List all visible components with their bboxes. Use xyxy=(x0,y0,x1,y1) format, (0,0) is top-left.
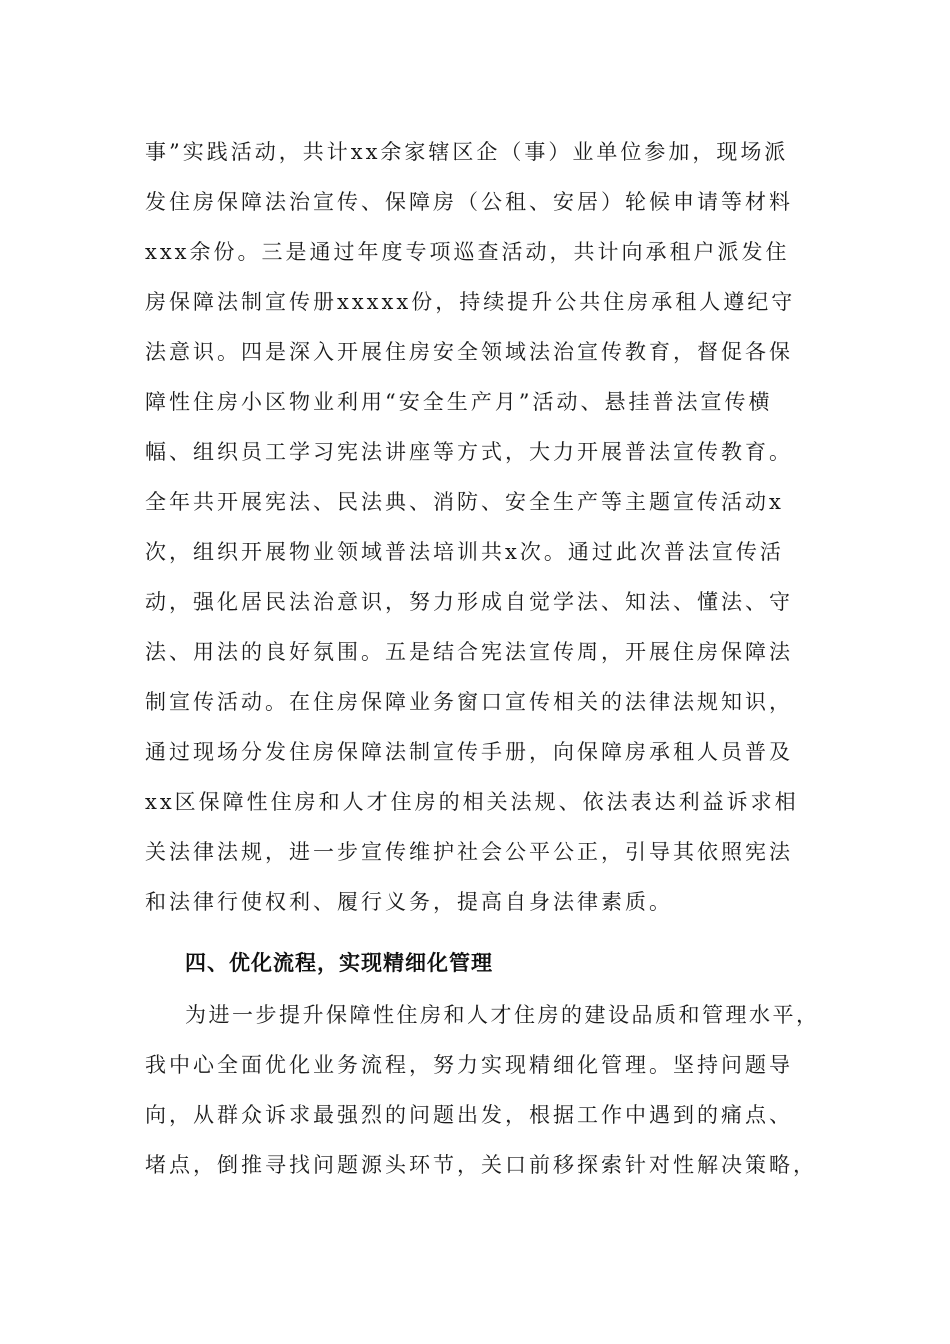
paragraph-line: 制宣传活动。在住房保障业务窗口宣传相关的法律法规知识， xyxy=(145,690,793,714)
paragraph-line: 发住房保障法治宣传、保障房（公租、安居）轮候申请等材料 xyxy=(145,190,793,214)
paragraph-line: xx区保障性住房和人才住房的相关法规、依法表达利益诉求相 xyxy=(145,790,799,814)
paragraph-line: 障性住房小区物业利用“安全生产月”活动、悬挂普法宣传横 xyxy=(145,390,773,414)
paragraph-line: 为进一步提升保障性住房和人才住房的建设品质和管理水平， xyxy=(185,1003,820,1027)
paragraph-line: 房保障法制宣传册xxxxx份，持续提升公共住房承租人遵纪守 xyxy=(145,290,796,314)
paragraph-line: 堵点，倒推寻找问题源头环节，关口前移探索针对性解决策略， xyxy=(145,1153,817,1177)
paragraph-line: 法、用法的良好氛围。五是结合宪法宣传周，开展住房保障法 xyxy=(145,640,793,664)
paragraph-line: 通过现场分发住房保障法制宣传手册，向保障房承租人员普及 xyxy=(145,740,793,764)
paragraph-line: 全年共开展宪法、民法典、消防、安全生产等主题宣传活动x xyxy=(145,490,784,514)
paragraph-line: 动，强化居民法治意识，努力形成自觉学法、知法、懂法、守 xyxy=(145,590,793,614)
paragraph-line: xxx余份。三是通过年度专项巡查活动，共计向承租户派发住 xyxy=(145,240,790,264)
paragraph-line: 幅、组织员工学习宪法讲座等方式，大力开展普法宣传教育。 xyxy=(145,440,793,464)
paragraph-line: 向，从群众诉求最强烈的问题出发，根据工作中遇到的痛点、 xyxy=(145,1103,793,1127)
paragraph-line: 次，组织开展物业领域普法培训共x次。通过此次普法宣传活 xyxy=(145,540,784,564)
paragraph-line: 和法律行使权利、履行义务，提高自身法律素质。 xyxy=(145,890,673,914)
paragraph-line: 我中心全面优化业务流程，努力实现精细化管理。坚持问题导 xyxy=(145,1053,793,1077)
paragraph-line: 关法律法规，进一步宣传维护社会公平公正，引导其依照宪法 xyxy=(145,840,793,864)
paragraph-line: 事”实践活动，共计xx余家辖区企（事）业单位参加，现场派 xyxy=(145,140,789,164)
section-heading: 四、优化流程，实现精细化管理 xyxy=(185,951,493,975)
paragraph-line: 法意识。四是深入开展住房安全领域法治宣传教育，督促各保 xyxy=(145,340,793,364)
